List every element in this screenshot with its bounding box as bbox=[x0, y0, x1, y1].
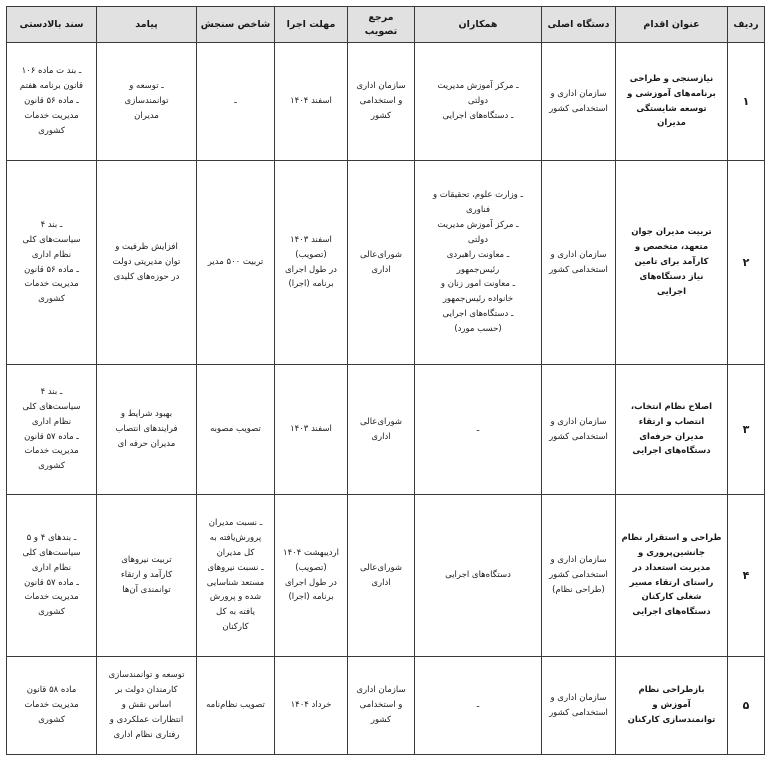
cell-line: ـ توسعه و bbox=[129, 81, 164, 92]
row-number-cell: ۲ bbox=[728, 161, 765, 365]
cell-line: استخدامی کشور bbox=[549, 103, 608, 114]
cell-line: کشوری bbox=[38, 714, 65, 725]
partners-cell bbox=[415, 365, 542, 495]
header-indicator: شاخص سنجش bbox=[197, 7, 275, 43]
table-row bbox=[7, 161, 765, 365]
action-title-cell bbox=[616, 43, 728, 161]
cell-line: مدیران bbox=[134, 110, 159, 121]
header-deadline: مهلت اجرا bbox=[275, 7, 348, 43]
upstream-doc-cell bbox=[7, 161, 97, 365]
deadline-cell bbox=[275, 161, 348, 365]
header-row-number: ردیف bbox=[728, 7, 765, 43]
cell-line: فناوری bbox=[465, 205, 491, 215]
cell-line: تربیت ۵۰۰ مدیر bbox=[207, 257, 264, 268]
cell-line: سیاست‌های کلی bbox=[22, 547, 81, 558]
cell-line: ـ بند ۴ bbox=[40, 219, 63, 230]
cell-line: اسفند ۱۴۰۳ bbox=[290, 234, 332, 245]
cell-line: برنامه (اجرا) bbox=[288, 279, 334, 290]
indicator-cell bbox=[197, 365, 275, 495]
cell-line: ـ بند ۴ bbox=[40, 386, 63, 397]
partners-cell bbox=[415, 161, 542, 365]
cell-line: (تصویب) bbox=[295, 249, 327, 260]
cell-line: توسعه و توانمندسازی bbox=[108, 670, 185, 681]
cell-line: در طول اجرای bbox=[285, 577, 337, 588]
partners-cell bbox=[415, 495, 542, 657]
deadline-cell bbox=[275, 495, 348, 657]
cell-line: سازمان اداری bbox=[356, 81, 406, 92]
cell-line: سازمان اداری bbox=[356, 685, 406, 696]
cell-line: ـ دستگاه‌های اجرایی bbox=[442, 309, 514, 320]
cell-line: شورای‌عالی bbox=[360, 562, 402, 573]
row-number-cell: ۵ bbox=[728, 657, 765, 755]
deadline-cell bbox=[275, 365, 348, 495]
header-upstream-doc: سند بالادستی bbox=[7, 7, 97, 43]
cell-line: کشور bbox=[370, 110, 392, 121]
cell-line: توانمندی آن‌ها bbox=[122, 584, 171, 595]
table-row bbox=[7, 43, 765, 161]
cell-line: (تصویب) bbox=[295, 562, 327, 573]
approval-ref-cell bbox=[348, 495, 415, 657]
cell-line: در حوزه‌های کلیدی bbox=[113, 271, 180, 282]
cell-line: متعهد، متخصص و bbox=[634, 242, 709, 253]
cell-line: انتظارات عملکردی و bbox=[109, 714, 184, 725]
cell-line: دستگاه‌های اجرایی bbox=[632, 446, 711, 457]
cell-line: ـ مرکز آموزش مدیریت bbox=[437, 81, 519, 92]
cell-line: ـ bbox=[476, 424, 480, 435]
outcome-cell bbox=[97, 161, 197, 365]
cell-line: تصویب مصوبه bbox=[210, 424, 261, 435]
cell-line: برنامه‌های آموزشی و توسعه شایستگی bbox=[627, 88, 716, 114]
cell-line: اداری bbox=[371, 577, 391, 588]
cell-line: استخدامی کشور bbox=[549, 570, 608, 581]
cell-line: سازمان اداری و bbox=[550, 555, 607, 566]
header-row bbox=[7, 7, 765, 43]
cell-line: بازطراحی نظام bbox=[638, 685, 705, 696]
cell-line: سیاست‌های کلی bbox=[22, 234, 81, 245]
cell-line: نیازسنجی و طراحی bbox=[629, 73, 714, 84]
action-title-cell bbox=[616, 161, 728, 365]
cell-line: اساس نقش و bbox=[121, 700, 172, 711]
cell-line: مدیریت خدمات bbox=[24, 110, 79, 121]
row-number-cell: ۱ bbox=[728, 43, 765, 161]
cell-line: (طراحی نظام) bbox=[552, 584, 605, 595]
cell-line: ـ بند ت ماده ۱۰۶ bbox=[21, 66, 82, 77]
cell-line: مدیریت استعداد در bbox=[632, 562, 711, 573]
cell-line: یافته به کل bbox=[216, 607, 255, 618]
cell-line: کشوری bbox=[38, 461, 65, 472]
table-row bbox=[7, 495, 765, 657]
cell-line: برنامه (اجرا) bbox=[288, 592, 334, 603]
cell-line: شغلی کارکنان bbox=[641, 592, 702, 603]
cell-line: انتصاب و ارتقاء bbox=[638, 416, 705, 427]
cell-line: ـ دستگاه‌های اجرایی bbox=[442, 110, 514, 121]
main-agency-cell bbox=[542, 495, 616, 657]
table-row bbox=[7, 657, 765, 755]
cell-line: ـ نسبت نیروهای bbox=[207, 562, 264, 573]
cell-line: تربیت مدیران جوان bbox=[631, 227, 712, 238]
cell-line: ـ معاونت امور زنان و bbox=[440, 279, 516, 290]
partners-cell bbox=[415, 43, 542, 161]
cell-line: کشور bbox=[370, 714, 392, 725]
cell-line: مستعد شناسایی bbox=[206, 577, 265, 588]
cell-line: ـ ماده ۵۷ قانون bbox=[24, 577, 79, 588]
cell-line: دولتی bbox=[467, 234, 489, 245]
cell-line: دولتی bbox=[467, 96, 489, 107]
cell-line: شده و پرورش bbox=[209, 592, 262, 603]
cell-line: خانواده رئیس‌جمهور bbox=[442, 294, 514, 305]
cell-line: ـ bbox=[476, 700, 480, 711]
main-agency-cell bbox=[542, 43, 616, 161]
outcome-cell bbox=[97, 495, 197, 657]
cell-line: و استخدامی bbox=[359, 700, 403, 711]
cell-line: سیاست‌های کلی bbox=[22, 401, 81, 412]
upstream-doc-cell bbox=[7, 365, 97, 495]
cell-line: و استخدامی bbox=[359, 96, 403, 107]
cell-line: ـ bbox=[234, 96, 237, 107]
cell-line: بهبود شرایط و bbox=[120, 409, 173, 420]
upstream-doc-cell bbox=[7, 43, 97, 161]
cell-line: کارآمد برای تامین bbox=[634, 257, 709, 268]
cell-line: ـ وزارت علوم، تحقیقات و bbox=[433, 190, 523, 201]
upstream-doc-cell bbox=[7, 657, 97, 755]
cell-line: در طول اجرای bbox=[285, 264, 337, 275]
header-main-agency: دستگاه اصلی bbox=[542, 7, 616, 43]
action-title-cell bbox=[616, 657, 728, 755]
cell-line: نیاز دستگاه‌های bbox=[639, 271, 704, 282]
cell-line: اجرایی bbox=[656, 286, 687, 297]
row-number-cell: ۴ bbox=[728, 495, 765, 657]
cell-line: سازمان اداری و bbox=[550, 88, 607, 99]
cell-line: مدیریت خدمات bbox=[24, 592, 79, 603]
cell-line: اردیبهشت ۱۴۰۴ bbox=[283, 547, 339, 558]
cell-line: افزایش ظرفیت و bbox=[115, 242, 178, 253]
table-row bbox=[7, 365, 765, 495]
cell-line: رفتاری نظام اداری bbox=[113, 729, 180, 740]
cell-line: استخدامی کشور bbox=[549, 264, 608, 275]
deadline-cell bbox=[275, 657, 348, 755]
outcome-cell bbox=[97, 365, 197, 495]
outcome-cell bbox=[97, 43, 197, 161]
cell-line: ماده ۵۸ قانون bbox=[26, 685, 77, 696]
approval-ref-cell bbox=[348, 657, 415, 755]
main-agency-cell bbox=[542, 657, 616, 755]
cell-line: مدیران حرفه ای bbox=[117, 438, 176, 449]
indicator-cell bbox=[197, 43, 275, 161]
cell-line: مدیران حرفه‌ای bbox=[639, 431, 704, 442]
cell-line: رئیس‌جمهور bbox=[456, 264, 500, 275]
cell-line: سازمان اداری و bbox=[550, 692, 607, 703]
cell-line: مدیریت خدمات bbox=[24, 700, 79, 711]
cell-line: اسفند ۱۴۰۳ bbox=[290, 424, 332, 435]
cell-line: سازمان اداری و bbox=[550, 416, 607, 427]
cell-line: ـ بندهای ۴ و ۵ bbox=[26, 532, 77, 543]
approval-ref-cell bbox=[348, 43, 415, 161]
cell-line: کشوری bbox=[38, 125, 65, 136]
indicator-cell bbox=[197, 657, 275, 755]
cell-line: کارکنان bbox=[222, 622, 249, 633]
cell-line: مدیران bbox=[657, 118, 686, 129]
cell-line: ـ ماده ۵۶ قانون bbox=[24, 264, 79, 275]
cell-line: طراحی و استقرار نظام bbox=[621, 532, 722, 543]
cell-line: توانمندسازی کارکنان bbox=[627, 714, 716, 725]
main-agency-cell bbox=[542, 161, 616, 365]
cell-line: توان مدیریتی دولت bbox=[112, 257, 181, 268]
cell-line: ـ نسبت مدیران bbox=[208, 518, 263, 528]
cell-line: سازمان اداری و bbox=[550, 249, 607, 260]
cell-line: راستای ارتقاء مسیر bbox=[629, 577, 714, 588]
cell-line: ـ ماده ۵۷ قانون bbox=[24, 431, 79, 442]
cell-line: تربیت نیروهای bbox=[121, 555, 172, 566]
header-action-title: عنوان اقدام bbox=[616, 7, 728, 43]
cell-line: فرایندهای انتصاب bbox=[115, 424, 178, 435]
cell-line: اداری bbox=[371, 431, 391, 442]
indicator-cell bbox=[197, 495, 275, 657]
cell-line: مدیریت خدمات bbox=[24, 279, 79, 290]
cell-line: دستگاه‌های اجرایی bbox=[632, 607, 711, 618]
cell-line: استخدامی کشور bbox=[549, 707, 608, 718]
cell-line: اصلاح نظام انتخاب، bbox=[630, 401, 713, 412]
cell-line: آموزش و bbox=[652, 700, 691, 711]
action-plan-table bbox=[6, 6, 765, 755]
cell-line: ـ مرکز آموزش مدیریت bbox=[437, 219, 519, 230]
approval-ref-cell bbox=[348, 365, 415, 495]
cell-line: کشوری bbox=[38, 607, 65, 618]
cell-line: اسفند ۱۴۰۴ bbox=[290, 96, 332, 107]
cell-line: پرورش‌یافته به bbox=[209, 532, 262, 543]
cell-line: کشوری bbox=[38, 294, 65, 305]
approval-ref-cell bbox=[348, 161, 415, 365]
action-title-cell bbox=[616, 495, 728, 657]
partners-cell bbox=[415, 657, 542, 755]
main-agency-cell bbox=[542, 365, 616, 495]
cell-line: توانمندسازی bbox=[124, 96, 169, 107]
cell-line: کارآمد و ارتقاء bbox=[120, 570, 173, 581]
cell-line: جانشین‌پروری و bbox=[638, 547, 705, 558]
cell-line: قانون برنامه هفتم bbox=[19, 81, 84, 92]
outcome-cell bbox=[97, 657, 197, 755]
cell-line: استخدامی کشور bbox=[549, 431, 608, 442]
cell-line: ـ ماده ۵۶ قانون bbox=[24, 96, 79, 107]
cell-line: دستگاه‌های اجرایی bbox=[445, 570, 511, 581]
header-partners: همکاران bbox=[415, 7, 542, 43]
cell-line: نظام اداری bbox=[31, 416, 72, 427]
cell-line: کارمندان دولت بر bbox=[115, 685, 178, 696]
header-approval-ref: مرجع تصویب bbox=[348, 7, 415, 43]
cell-line: نظام اداری bbox=[31, 562, 72, 573]
deadline-cell bbox=[275, 43, 348, 161]
cell-line: کل مدیران bbox=[216, 547, 255, 558]
indicator-cell bbox=[197, 161, 275, 365]
cell-line: شورای‌عالی bbox=[360, 249, 402, 260]
cell-line: مدیریت خدمات bbox=[24, 446, 79, 457]
cell-line: شورای‌عالی bbox=[360, 416, 402, 427]
cell-line: تصویب نظام‌نامه bbox=[206, 700, 265, 711]
cell-line: (حسب مورد) bbox=[454, 324, 502, 334]
row-number-cell: ۳ bbox=[728, 365, 765, 495]
cell-line: ـ معاونت راهبردی bbox=[446, 249, 510, 260]
cell-line: نظام اداری bbox=[31, 249, 72, 260]
cell-line: خرداد ۱۴۰۴ bbox=[290, 700, 332, 711]
upstream-doc-cell bbox=[7, 495, 97, 657]
action-title-cell bbox=[616, 365, 728, 495]
cell-line: اداری bbox=[371, 264, 391, 275]
header-outcome: پیامد bbox=[97, 7, 197, 43]
